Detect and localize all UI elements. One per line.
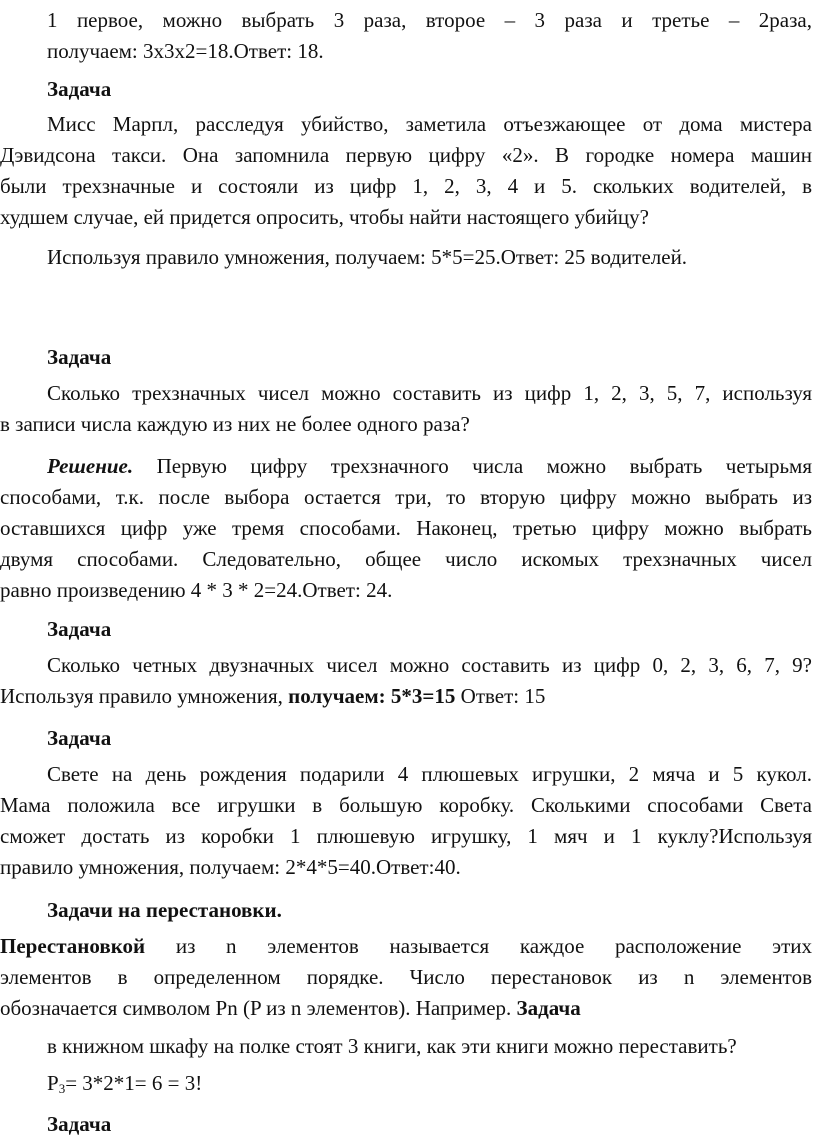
task1-answer: Используя правило умножения, получаем: 5*5=25.Ответ: 25 водителей. [47, 245, 688, 269]
task1-heading: Задача [47, 77, 112, 101]
task2-solution-line-4: двумя способами. Следовательно, общее число искомых трехзначных чисел [0, 547, 812, 571]
permutations-task: в книжном шкафу на полке стоят 3 книги, как эти книги можно переставить? [47, 1034, 737, 1058]
last-heading: Задача [47, 1112, 112, 1136]
task4-statement [0, 759, 812, 883]
task4-line-2: Мама положила все игрушки в большую коробку. Сколькими способами Света [0, 793, 812, 817]
permutation-term: Перестановкой [0, 934, 146, 958]
task3-line-2-text: Используя правило умножения, [0, 684, 289, 708]
formula-p: P [47, 1071, 59, 1095]
task3-line-1: Сколько четных двузначных чисел можно составить из цифр 0, 2, 3, 6, 7, 9? [47, 653, 812, 677]
permutations-line-3-text: обозначается символом Pn (P из n элементов). Например. [0, 996, 517, 1020]
task2-solution [0, 451, 812, 606]
task1-line-3: были трехзначные и состояли из цифр 1, 2, 3, 4 и 5. скольких водителей, в [0, 174, 812, 198]
task4-line-4: правило умножения, получаем: 2*4*5=40.Ответ:40. [0, 855, 461, 879]
task4-line-3: сможет достать из коробки 1 плюшевую игрушку, 1 мяч и 1 куклу?Используя [0, 824, 812, 848]
task1-line-2: Дэвидсона такси. Она запомнила первую цифру «2». В городке номера машин [0, 143, 812, 167]
permutations-line-1 [0, 931, 812, 962]
intro-line-2: получаем: 3х3х2=18.Ответ: 18. [47, 39, 324, 63]
task3-heading: Задача [47, 617, 112, 641]
task3-answer: Ответ: 15 [455, 684, 546, 708]
task3-bold-result: получаем: 5*3=15 [288, 684, 456, 708]
task2-solution-line-5: равно произведению 4 * 3 * 2=24.Ответ: 24. [0, 578, 393, 602]
task4-line-1: Свете на день рождения подарили 4 плюшевых игрушки, 2 мяча и 5 кукол. [47, 762, 812, 786]
task2-line-1: Сколько трехзначных чисел можно составить из цифр 1, 2, 3, 5, 7, используя [47, 381, 812, 405]
formula-subscript: 3 [58, 1081, 66, 1096]
task2-solution-line-2: способами, т.к. после выбора остается три, то вторую цифру можно выбрать из [0, 485, 812, 509]
solution-label: Решение. [47, 454, 134, 478]
task2-statement [0, 378, 812, 440]
permutations-line-2: элементов в определенном порядке. Число перестановок из n элементов [0, 965, 812, 989]
task1-statement [0, 109, 812, 233]
permutations-line-3 [0, 993, 812, 1024]
permutations-line-1-text: из n элементов называется каждое расположение этих [145, 934, 812, 958]
task1-line-4: худшем случае, ей придется опросить, чтобы найти настоящего убийцу? [0, 205, 649, 229]
intro-line-1: 1 первое, можно выбрать 3 раза, второе – 3 раза и третье – 2раза, [47, 8, 812, 32]
task4-heading: Задача [47, 726, 112, 750]
solution-text-1: Первую цифру трехзначного числа можно выбрать четырьмя [156, 454, 813, 478]
permutations-definition [0, 931, 812, 1024]
task3-line-2 [0, 681, 812, 712]
task2-solution-line-1 [0, 451, 812, 482]
permutations-task-label: Задача [516, 996, 581, 1020]
intro-paragraph [0, 5, 812, 67]
formula-rest: = 3*2*1= 6 = 3! [65, 1071, 203, 1095]
permutations-formula [0, 1068, 816, 1099]
task2-heading: Задача [47, 345, 112, 369]
task2-solution-line-3: оставшихся цифр уже тремя способами. Наконец, третью цифру можно выбрать [0, 516, 812, 540]
task2-line-2: в записи числа каждую из них не более одного раза? [0, 412, 470, 436]
permutations-heading: Задачи на перестановки. [47, 898, 282, 922]
task3-statement [0, 650, 812, 712]
task1-line-1: Мисс Марпл, расследуя убийство, заметила отъезжающее от дома мистера [47, 112, 812, 136]
